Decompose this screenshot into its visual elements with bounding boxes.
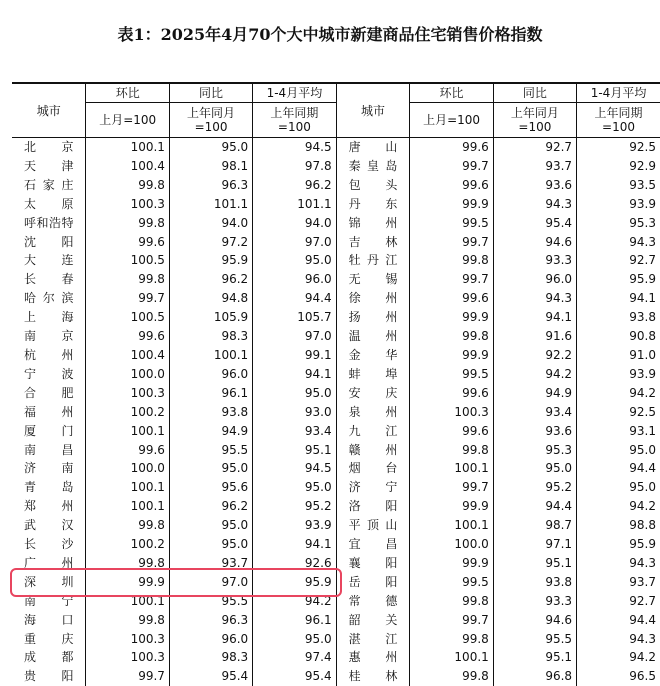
ytd-value-cell: 94.3 <box>577 233 660 252</box>
mom-value-cell: 100.1 <box>86 478 169 497</box>
city-name-cell: 唐山 <box>336 138 410 157</box>
ytd-value-cell: 94.5 <box>253 459 336 478</box>
mom-value-cell: 100.1 <box>410 459 493 478</box>
yoy-value-cell: 94.6 <box>493 233 576 252</box>
city-name-cell: 成都 <box>12 648 86 667</box>
city-name-cell: 哈尔滨 <box>12 289 86 308</box>
city-name-cell: 杭州 <box>12 346 86 365</box>
city-name-cell: 平顶山 <box>336 516 410 535</box>
city-name-cell: 徐州 <box>336 289 410 308</box>
header-yoy-base <box>169 103 252 138</box>
mom-value-cell: 99.6 <box>86 441 169 460</box>
yoy-value-cell: 95.0 <box>169 459 252 478</box>
mom-value-cell: 100.3 <box>86 384 169 403</box>
yoy-value-cell: 96.0 <box>493 270 576 289</box>
city-name-cell: 长春 <box>12 270 86 289</box>
city-name-cell: 南宁 <box>12 592 86 611</box>
ytd-value-cell: 95.0 <box>253 630 336 649</box>
mom-value-cell: 100.1 <box>86 422 169 441</box>
ytd-value-cell: 94.1 <box>577 289 660 308</box>
yoy-value-cell: 95.5 <box>169 441 252 460</box>
yoy-value-cell: 96.1 <box>169 384 252 403</box>
yoy-value-cell: 97.0 <box>169 573 252 592</box>
table-row <box>12 365 660 384</box>
ytd-value-cell: 93.9 <box>253 516 336 535</box>
ytd-value-cell: 94.1 <box>253 365 336 384</box>
mom-value-cell: 99.6 <box>86 233 169 252</box>
city-name-cell: 南京 <box>12 327 86 346</box>
yoy-value-cell: 92.2 <box>493 346 576 365</box>
yoy-value-cell: 93.8 <box>169 403 252 422</box>
city-name-cell: 武汉 <box>12 516 86 535</box>
city-name-cell: 广州 <box>12 554 86 573</box>
mom-value-cell: 99.8 <box>86 270 169 289</box>
yoy-value-cell: 92.7 <box>493 138 576 157</box>
yoy-value-cell: 95.1 <box>493 554 576 573</box>
ytd-value-cell: 95.9 <box>253 573 336 592</box>
ytd-value-cell: 98.8 <box>577 516 660 535</box>
yoy-value-cell: 97.1 <box>493 535 576 554</box>
mom-value-cell: 100.1 <box>86 592 169 611</box>
ytd-value-cell: 97.0 <box>253 233 336 252</box>
mom-value-cell: 100.2 <box>86 403 169 422</box>
table-row <box>12 308 660 327</box>
header-ytd: 1-4月平均 <box>253 83 336 103</box>
mom-value-cell: 99.7 <box>86 289 169 308</box>
table-row <box>12 346 660 365</box>
yoy-value-cell: 95.0 <box>493 459 576 478</box>
ytd-value-cell: 94.2 <box>577 497 660 516</box>
table-row <box>12 138 660 157</box>
city-name-cell: 温州 <box>336 327 410 346</box>
city-name-cell: 襄阳 <box>336 554 410 573</box>
yoy-value-cell: 95.4 <box>493 214 576 233</box>
table-row <box>12 289 660 308</box>
mom-value-cell: 99.6 <box>410 384 493 403</box>
yoy-value-cell: 98.7 <box>493 516 576 535</box>
ytd-value-cell: 95.0 <box>253 384 336 403</box>
table-row <box>12 535 660 554</box>
mom-value-cell: 100.5 <box>86 308 169 327</box>
mom-value-cell: 100.5 <box>86 251 169 270</box>
table-row <box>12 611 660 630</box>
ytd-value-cell: 94.4 <box>253 289 336 308</box>
ytd-value-cell: 95.0 <box>253 478 336 497</box>
table-row <box>12 195 660 214</box>
yoy-value-cell: 95.3 <box>493 441 576 460</box>
yoy-value-cell: 95.5 <box>493 630 576 649</box>
yoy-value-cell: 93.8 <box>493 573 576 592</box>
ytd-value-cell: 95.2 <box>253 497 336 516</box>
city-name-cell: 厦门 <box>12 422 86 441</box>
mom-value-cell: 100.3 <box>86 195 169 214</box>
ytd-value-cell: 101.1 <box>253 195 336 214</box>
ytd-value-cell: 94.2 <box>577 648 660 667</box>
mom-value-cell: 100.0 <box>86 459 169 478</box>
city-name-cell: 长沙 <box>12 535 86 554</box>
table-row <box>12 157 660 176</box>
mom-value-cell: 99.8 <box>86 554 169 573</box>
mom-value-cell: 99.8 <box>410 630 493 649</box>
ytd-value-cell: 105.7 <box>253 308 336 327</box>
mom-value-cell: 99.8 <box>86 176 169 195</box>
ytd-value-cell: 95.9 <box>577 270 660 289</box>
city-name-cell: 南昌 <box>12 441 86 460</box>
city-name-cell: 扬州 <box>336 308 410 327</box>
city-name-cell: 北京 <box>12 138 86 157</box>
city-name-cell: 秦皇岛 <box>336 157 410 176</box>
header-mom-base: 上月=100 <box>410 103 493 138</box>
city-name-cell: 宁波 <box>12 365 86 384</box>
yoy-value-cell: 94.0 <box>169 214 252 233</box>
city-name-cell: 包头 <box>336 176 410 195</box>
city-name-cell: 桂林 <box>336 667 410 686</box>
ytd-value-cell: 96.2 <box>253 176 336 195</box>
yoy-value-cell: 95.5 <box>169 592 252 611</box>
mom-value-cell: 100.1 <box>86 138 169 157</box>
header-yoy-base-line2: =100 <box>195 120 228 134</box>
header-city: 城市 <box>336 83 410 138</box>
mom-value-cell: 99.9 <box>410 497 493 516</box>
table-row <box>12 516 660 535</box>
city-name-cell: 太原 <box>12 195 86 214</box>
city-name-cell: 赣州 <box>336 441 410 460</box>
table-row <box>12 592 660 611</box>
city-name-cell: 石家庄 <box>12 176 86 195</box>
yoy-value-cell: 97.2 <box>169 233 252 252</box>
table-title: 表1：2025年4月70个大中城市新建商品住宅销售价格指数 <box>0 22 660 45</box>
mom-value-cell: 99.9 <box>410 308 493 327</box>
yoy-value-cell: 95.0 <box>169 138 252 157</box>
yoy-value-cell: 95.0 <box>169 535 252 554</box>
ytd-value-cell: 92.6 <box>253 554 336 573</box>
yoy-value-cell: 95.6 <box>169 478 252 497</box>
mom-value-cell: 99.6 <box>410 138 493 157</box>
table-row <box>12 648 660 667</box>
yoy-value-cell: 93.3 <box>493 251 576 270</box>
ytd-value-cell: 92.7 <box>577 592 660 611</box>
city-name-cell: 上海 <box>12 308 86 327</box>
city-name-cell: 重庆 <box>12 630 86 649</box>
ytd-value-cell: 97.4 <box>253 648 336 667</box>
yoy-value-cell: 93.4 <box>493 403 576 422</box>
header-ytd-base <box>253 103 336 138</box>
yoy-value-cell: 96.3 <box>169 176 252 195</box>
ytd-value-cell: 90.8 <box>577 327 660 346</box>
city-name-cell: 吉林 <box>336 233 410 252</box>
city-name-cell: 九江 <box>336 422 410 441</box>
city-name-cell: 泉州 <box>336 403 410 422</box>
yoy-value-cell: 95.1 <box>493 648 576 667</box>
header-ytd-base <box>577 103 660 138</box>
city-name-cell: 济南 <box>12 459 86 478</box>
header-ytd: 1-4月平均 <box>577 83 660 103</box>
price-index-table <box>12 82 660 686</box>
table-row <box>12 403 660 422</box>
mom-value-cell: 99.7 <box>410 478 493 497</box>
yoy-value-cell: 95.9 <box>169 251 252 270</box>
city-name-cell: 无锡 <box>336 270 410 289</box>
ytd-value-cell: 93.5 <box>577 176 660 195</box>
ytd-value-cell: 93.7 <box>577 573 660 592</box>
mom-value-cell: 99.9 <box>410 346 493 365</box>
table-row <box>12 573 660 592</box>
mom-value-cell: 99.5 <box>410 214 493 233</box>
mom-value-cell: 100.1 <box>410 516 493 535</box>
city-name-cell: 合肥 <box>12 384 86 403</box>
yoy-value-cell: 94.2 <box>493 365 576 384</box>
mom-value-cell: 100.3 <box>410 403 493 422</box>
ytd-value-cell: 96.1 <box>253 611 336 630</box>
mom-value-cell: 100.0 <box>86 365 169 384</box>
ytd-value-cell: 93.4 <box>253 422 336 441</box>
ytd-value-cell: 94.3 <box>577 554 660 573</box>
city-name-cell: 福州 <box>12 403 86 422</box>
table-row <box>12 270 660 289</box>
mom-value-cell: 99.6 <box>410 176 493 195</box>
yoy-value-cell: 96.8 <box>493 667 576 686</box>
header-ytd-base-line1: 上年同期 <box>270 106 318 120</box>
header-yoy: 同比 <box>169 83 252 103</box>
header-ytd-base-line1: 上年同期 <box>595 106 643 120</box>
table-row <box>12 459 660 478</box>
city-name-cell: 韶关 <box>336 611 410 630</box>
city-name-cell: 大连 <box>12 251 86 270</box>
mom-value-cell: 100.4 <box>86 346 169 365</box>
city-name-cell: 金华 <box>336 346 410 365</box>
yoy-value-cell: 101.1 <box>169 195 252 214</box>
ytd-value-cell: 92.7 <box>577 251 660 270</box>
ytd-value-cell: 97.0 <box>253 327 336 346</box>
ytd-value-cell: 93.1 <box>577 422 660 441</box>
mom-value-cell: 100.0 <box>410 535 493 554</box>
city-name-cell: 安庆 <box>336 384 410 403</box>
mom-value-cell: 99.9 <box>86 573 169 592</box>
table-row <box>12 667 660 686</box>
mom-value-cell: 99.8 <box>410 441 493 460</box>
ytd-value-cell: 93.9 <box>577 195 660 214</box>
ytd-value-cell: 95.0 <box>577 441 660 460</box>
yoy-value-cell: 94.1 <box>493 308 576 327</box>
mom-value-cell: 99.8 <box>410 667 493 686</box>
header-mom: 环比 <box>410 83 493 103</box>
mom-value-cell: 99.6 <box>410 289 493 308</box>
table-row <box>12 176 660 195</box>
mom-value-cell: 99.8 <box>86 516 169 535</box>
ytd-value-cell: 95.4 <box>253 667 336 686</box>
mom-value-cell: 99.6 <box>410 422 493 441</box>
header-yoy: 同比 <box>493 83 576 103</box>
mom-value-cell: 99.7 <box>410 270 493 289</box>
ytd-value-cell: 94.4 <box>577 611 660 630</box>
mom-value-cell: 100.2 <box>86 535 169 554</box>
city-name-cell: 洛阳 <box>336 497 410 516</box>
ytd-value-cell: 92.5 <box>577 403 660 422</box>
table-row <box>12 233 660 252</box>
yoy-value-cell: 94.3 <box>493 195 576 214</box>
table-row <box>12 251 660 270</box>
yoy-value-cell: 91.6 <box>493 327 576 346</box>
table-body <box>12 138 660 686</box>
city-name-cell: 锦州 <box>336 214 410 233</box>
table-row <box>12 384 660 403</box>
header-yoy-base-line1: 上年同月 <box>511 106 559 120</box>
header-mom-base: 上月=100 <box>86 103 169 138</box>
city-name-cell: 烟台 <box>336 459 410 478</box>
ytd-value-cell: 95.1 <box>253 441 336 460</box>
yoy-value-cell: 93.6 <box>493 422 576 441</box>
mom-value-cell: 100.4 <box>86 157 169 176</box>
table-row <box>12 214 660 233</box>
city-name-cell: 惠州 <box>336 648 410 667</box>
table-row <box>12 327 660 346</box>
yoy-value-cell: 93.7 <box>169 554 252 573</box>
mom-value-cell: 99.8 <box>410 327 493 346</box>
ytd-value-cell: 94.2 <box>577 384 660 403</box>
mom-value-cell: 99.8 <box>410 251 493 270</box>
mom-value-cell: 99.7 <box>410 157 493 176</box>
yoy-value-cell: 94.3 <box>493 289 576 308</box>
ytd-value-cell: 94.2 <box>253 592 336 611</box>
yoy-value-cell: 96.0 <box>169 630 252 649</box>
ytd-value-cell: 95.0 <box>253 251 336 270</box>
city-name-cell: 蚌埠 <box>336 365 410 384</box>
header-ytd-base-line2: =100 <box>278 120 311 134</box>
yoy-value-cell: 98.3 <box>169 648 252 667</box>
yoy-value-cell: 94.6 <box>493 611 576 630</box>
ytd-value-cell: 92.5 <box>577 138 660 157</box>
yoy-value-cell: 95.2 <box>493 478 576 497</box>
header-city: 城市 <box>12 83 86 138</box>
yoy-value-cell: 94.9 <box>493 384 576 403</box>
table-row <box>12 441 660 460</box>
ytd-value-cell: 92.9 <box>577 157 660 176</box>
ytd-value-cell: 94.3 <box>577 630 660 649</box>
city-name-cell: 济宁 <box>336 478 410 497</box>
yoy-value-cell: 94.9 <box>169 422 252 441</box>
yoy-value-cell: 98.1 <box>169 157 252 176</box>
ytd-value-cell: 93.9 <box>577 365 660 384</box>
header-yoy-base-line2: =100 <box>518 120 551 134</box>
mom-value-cell: 99.5 <box>410 573 493 592</box>
city-name-cell: 宜昌 <box>336 535 410 554</box>
mom-value-cell: 99.8 <box>410 592 493 611</box>
ytd-value-cell: 94.1 <box>253 535 336 554</box>
ytd-value-cell: 95.3 <box>577 214 660 233</box>
city-name-cell: 湛江 <box>336 630 410 649</box>
city-name-cell: 岳阳 <box>336 573 410 592</box>
table-row <box>12 422 660 441</box>
mom-value-cell: 100.1 <box>410 648 493 667</box>
mom-value-cell: 99.9 <box>410 195 493 214</box>
city-name-cell: 常德 <box>336 592 410 611</box>
ytd-value-cell: 95.9 <box>577 535 660 554</box>
yoy-value-cell: 95.4 <box>169 667 252 686</box>
header-mom: 环比 <box>86 83 169 103</box>
city-name-cell: 贵阳 <box>12 667 86 686</box>
mom-value-cell: 99.6 <box>86 327 169 346</box>
yoy-value-cell: 98.3 <box>169 327 252 346</box>
ytd-value-cell: 94.5 <box>253 138 336 157</box>
ytd-value-cell: 95.0 <box>577 478 660 497</box>
ytd-value-cell: 91.0 <box>577 346 660 365</box>
mom-value-cell: 100.3 <box>86 648 169 667</box>
mom-value-cell: 99.9 <box>410 554 493 573</box>
header-yoy-base <box>493 103 576 138</box>
city-name-cell: 呼和浩特 <box>12 214 86 233</box>
yoy-value-cell: 93.6 <box>493 176 576 195</box>
yoy-value-cell: 96.2 <box>169 497 252 516</box>
ytd-value-cell: 97.8 <box>253 157 336 176</box>
ytd-value-cell: 99.1 <box>253 346 336 365</box>
table-row <box>12 497 660 516</box>
mom-value-cell: 100.1 <box>86 497 169 516</box>
city-name-cell: 海口 <box>12 611 86 630</box>
mom-value-cell: 100.3 <box>86 630 169 649</box>
yoy-value-cell: 105.9 <box>169 308 252 327</box>
table-row <box>12 630 660 649</box>
yoy-value-cell: 93.3 <box>493 592 576 611</box>
mom-value-cell: 99.8 <box>86 214 169 233</box>
ytd-value-cell: 93.0 <box>253 403 336 422</box>
yoy-value-cell: 100.1 <box>169 346 252 365</box>
city-name-cell: 沈阳 <box>12 233 86 252</box>
yoy-value-cell: 96.2 <box>169 270 252 289</box>
table-row <box>12 554 660 573</box>
yoy-value-cell: 95.0 <box>169 516 252 535</box>
mom-value-cell: 99.7 <box>86 667 169 686</box>
mom-value-cell: 99.5 <box>410 365 493 384</box>
city-name-cell: 青岛 <box>12 478 86 497</box>
mom-value-cell: 99.8 <box>86 611 169 630</box>
table-row <box>12 478 660 497</box>
ytd-value-cell: 94.4 <box>577 459 660 478</box>
city-name-cell: 郑州 <box>12 497 86 516</box>
city-name-cell: 深圳 <box>12 573 86 592</box>
ytd-value-cell: 96.5 <box>577 667 660 686</box>
mom-value-cell: 99.7 <box>410 233 493 252</box>
mom-value-cell: 99.7 <box>410 611 493 630</box>
yoy-value-cell: 93.7 <box>493 157 576 176</box>
ytd-value-cell: 94.0 <box>253 214 336 233</box>
yoy-value-cell: 94.8 <box>169 289 252 308</box>
yoy-value-cell: 96.3 <box>169 611 252 630</box>
ytd-value-cell: 96.0 <box>253 270 336 289</box>
yoy-value-cell: 96.0 <box>169 365 252 384</box>
city-name-cell: 牡丹江 <box>336 251 410 270</box>
city-name-cell: 天津 <box>12 157 86 176</box>
city-name-cell: 丹东 <box>336 195 410 214</box>
header-yoy-base-line1: 上年同月 <box>187 106 235 120</box>
yoy-value-cell: 94.4 <box>493 497 576 516</box>
header-ytd-base-line2: =100 <box>602 120 635 134</box>
ytd-value-cell: 93.8 <box>577 308 660 327</box>
